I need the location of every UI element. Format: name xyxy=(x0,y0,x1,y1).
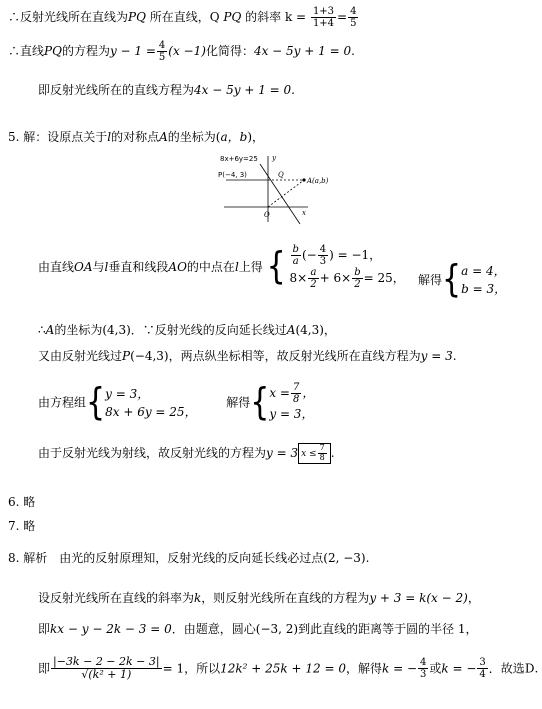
denominator: 3 xyxy=(420,669,427,681)
math: y = 3 xyxy=(266,446,299,461)
text: 与 xyxy=(92,259,105,274)
text: 或 xyxy=(429,661,442,676)
equation-system xyxy=(290,244,405,290)
text: 解得 xyxy=(418,272,443,287)
text: 解得 xyxy=(226,395,251,410)
line-11: 7. 略 xyxy=(8,519,36,533)
solution-system xyxy=(269,382,314,423)
numerator: 3 xyxy=(479,657,486,669)
numerator: 4 xyxy=(350,6,357,17)
numerator: 4 xyxy=(420,657,427,669)
var-pq: PQ xyxy=(128,10,146,24)
fraction xyxy=(311,6,336,29)
text: 所在直线，Q xyxy=(145,10,220,24)
solution-system xyxy=(461,262,506,298)
var-pq: PQ xyxy=(44,44,62,58)
point-p-label: P(−4, 3) xyxy=(218,171,247,179)
y-axis-label: y xyxy=(272,154,276,162)
line-7 xyxy=(38,349,457,363)
text: 的坐标为(4,3)．∵反射光线的反向延长线过 xyxy=(54,323,287,337)
solution-1 xyxy=(418,257,507,302)
var: AO xyxy=(168,259,187,274)
var: A xyxy=(286,323,296,337)
line-3 xyxy=(38,83,295,97)
line-9 xyxy=(38,443,335,464)
text: 的斜率 k = xyxy=(241,10,307,24)
denominator: 5 xyxy=(158,52,166,63)
text: 的方程为 xyxy=(61,44,110,58)
numerator: 1+3 xyxy=(312,6,335,17)
line-6 xyxy=(38,323,336,337)
text: . xyxy=(330,446,335,461)
point-a xyxy=(302,178,305,181)
text: ∴反射光线所在直线为 xyxy=(8,10,129,24)
denominator: √(k² + 1) xyxy=(81,668,132,682)
equation-1 xyxy=(290,244,405,267)
point-a-label: A(a,b) xyxy=(307,177,329,185)
equals: = xyxy=(337,10,348,24)
equation-system xyxy=(105,385,196,421)
text: 的坐标为( xyxy=(167,130,221,144)
reflection-figure xyxy=(208,150,348,230)
text: = 1，所以 xyxy=(162,661,221,676)
text: 设反射光线所在直线的斜率为 xyxy=(38,591,195,605)
math: ) = −1， xyxy=(329,248,382,262)
math: 8× xyxy=(289,271,308,285)
math: kx − y − 2k − 3 = 0 xyxy=(50,622,172,636)
line-8 xyxy=(38,382,314,423)
solution-x xyxy=(269,382,314,405)
origin-label: O xyxy=(264,211,270,219)
line-15 xyxy=(38,656,538,681)
math: k = − xyxy=(382,661,418,676)
text: 即反射光线所在的直线方程为 xyxy=(38,83,195,97)
answer: D xyxy=(524,661,535,676)
fraction xyxy=(418,657,428,680)
fraction xyxy=(157,40,167,63)
math: a，b xyxy=(220,130,248,144)
numerator: 4 xyxy=(319,244,327,255)
line-4 xyxy=(8,130,264,144)
text: 即 xyxy=(38,622,51,636)
equation-2 xyxy=(290,267,405,290)
math: 4x − 5y + 1 = 0 xyxy=(194,83,292,97)
var-pq: PQ xyxy=(219,10,242,24)
numerator: b xyxy=(292,244,299,255)
text: (−4,3)，两点纵坐标相等，故反射光线所在直线方程为 xyxy=(130,349,421,363)
denominator: a xyxy=(292,256,299,267)
math: k = − xyxy=(441,661,477,676)
fraction xyxy=(308,267,318,290)
fraction xyxy=(348,6,358,29)
point-q-label: Q xyxy=(278,171,284,179)
line-2 xyxy=(8,40,355,63)
text: . xyxy=(452,349,457,363)
text: ， xyxy=(302,386,315,400)
text: 由方程组 xyxy=(38,395,87,410)
text: ．由题意，圆心 xyxy=(171,622,256,636)
system-brace: { xyxy=(266,244,286,289)
condition-box xyxy=(298,443,331,464)
text: 化简得： xyxy=(205,44,254,58)
var: A xyxy=(45,323,55,337)
line-14 xyxy=(38,622,478,636)
numerator: 7 xyxy=(319,443,325,452)
text: 的中点在 xyxy=(186,259,235,274)
text: 的对称点 xyxy=(111,130,160,144)
line-5 xyxy=(38,244,405,290)
math: (2, −3) xyxy=(323,551,366,565)
var: l xyxy=(234,259,239,274)
denominator: 5 xyxy=(350,18,357,29)
text: (4,3)， xyxy=(295,323,336,337)
text: 由直线 xyxy=(38,259,75,274)
solution-b: b = 3， xyxy=(461,282,507,296)
fraction xyxy=(291,244,301,267)
text: ， xyxy=(467,591,480,605)
solution-brace: { xyxy=(442,257,462,302)
numerator: |−3k − 2 − 2k − 3| xyxy=(53,655,160,668)
text: ，则反射光线所在直线的方程为 xyxy=(201,591,370,605)
math: x = xyxy=(269,386,290,400)
text: )， xyxy=(247,130,265,144)
solution-a: a = 4， xyxy=(461,264,506,278)
denominator: 8 xyxy=(292,394,300,405)
x-axis-label: x xyxy=(302,209,306,217)
fraction xyxy=(352,267,362,290)
numerator: a xyxy=(308,267,318,279)
math: y − 1 = xyxy=(109,44,156,58)
denominator: 2 xyxy=(354,279,361,290)
text: 8. 解析 由光的反射原理知，反射光线的反向延长线必过点 xyxy=(8,551,324,565)
text: 即 xyxy=(38,661,51,676)
text: 上得 xyxy=(238,259,263,274)
var: l xyxy=(104,259,109,274)
text: ，解得 xyxy=(345,661,382,676)
math: y = 3 xyxy=(420,349,453,363)
math: (−3, 2) xyxy=(255,622,299,636)
var: P xyxy=(122,349,131,363)
fraction xyxy=(318,444,327,463)
text: . xyxy=(291,83,295,97)
solution-brace: { xyxy=(250,380,270,424)
math: 12k² + 25k + 12 = 0 xyxy=(220,661,346,676)
text: 5. 解：设原点关于 xyxy=(8,130,108,144)
math: (x −1) xyxy=(168,44,206,58)
denominator: 2 xyxy=(310,279,317,290)
line-10: 6. 略 xyxy=(8,495,36,509)
math: x ≤ xyxy=(301,448,317,459)
text: ∴直线 xyxy=(8,44,45,58)
text: ∴ xyxy=(38,323,46,337)
math: 4x − 5y + 1 = 0 xyxy=(253,44,352,58)
line-13 xyxy=(38,591,480,605)
var: k xyxy=(194,591,202,605)
numerator: b xyxy=(354,267,361,278)
distance-fraction xyxy=(51,656,162,681)
denominator: 4 xyxy=(479,669,486,681)
text: 到此直线的距离等于圆的半径 1， xyxy=(298,622,478,636)
var: A xyxy=(159,130,168,144)
math: + 6× xyxy=(319,271,352,285)
solution-y: y = 3， xyxy=(269,407,314,421)
system-brace: { xyxy=(86,380,106,424)
math: y + 3 = k(x − 2) xyxy=(369,591,468,605)
text: . xyxy=(351,44,355,58)
text: 由于反射光线为射线，故反射光线的方程为 xyxy=(38,446,267,461)
denominator: 1+4 xyxy=(312,18,335,29)
text: . xyxy=(365,551,370,565)
denominator: 8 xyxy=(319,452,325,462)
fraction xyxy=(477,657,487,680)
text: 又由反射光线过 xyxy=(38,349,123,363)
equation-1: y = 3， xyxy=(105,386,150,401)
var: OA xyxy=(74,259,93,274)
equation-2: 8x + 6y = 25， xyxy=(105,404,197,419)
math: = 25， xyxy=(363,271,405,285)
numerator: 4 xyxy=(158,40,166,51)
fraction xyxy=(291,382,301,405)
numerator: 7 xyxy=(292,382,300,393)
denominator: 3 xyxy=(319,256,327,267)
line-12 xyxy=(8,551,369,565)
text: ．故选 xyxy=(488,661,525,676)
var: l xyxy=(107,130,112,144)
math: (− xyxy=(301,248,317,262)
text: . xyxy=(534,661,539,676)
fraction xyxy=(318,244,328,267)
line-l-label: 8x+6y=25 xyxy=(220,155,258,163)
line-1 xyxy=(8,6,359,29)
text: 垂直和线段 xyxy=(108,259,169,274)
